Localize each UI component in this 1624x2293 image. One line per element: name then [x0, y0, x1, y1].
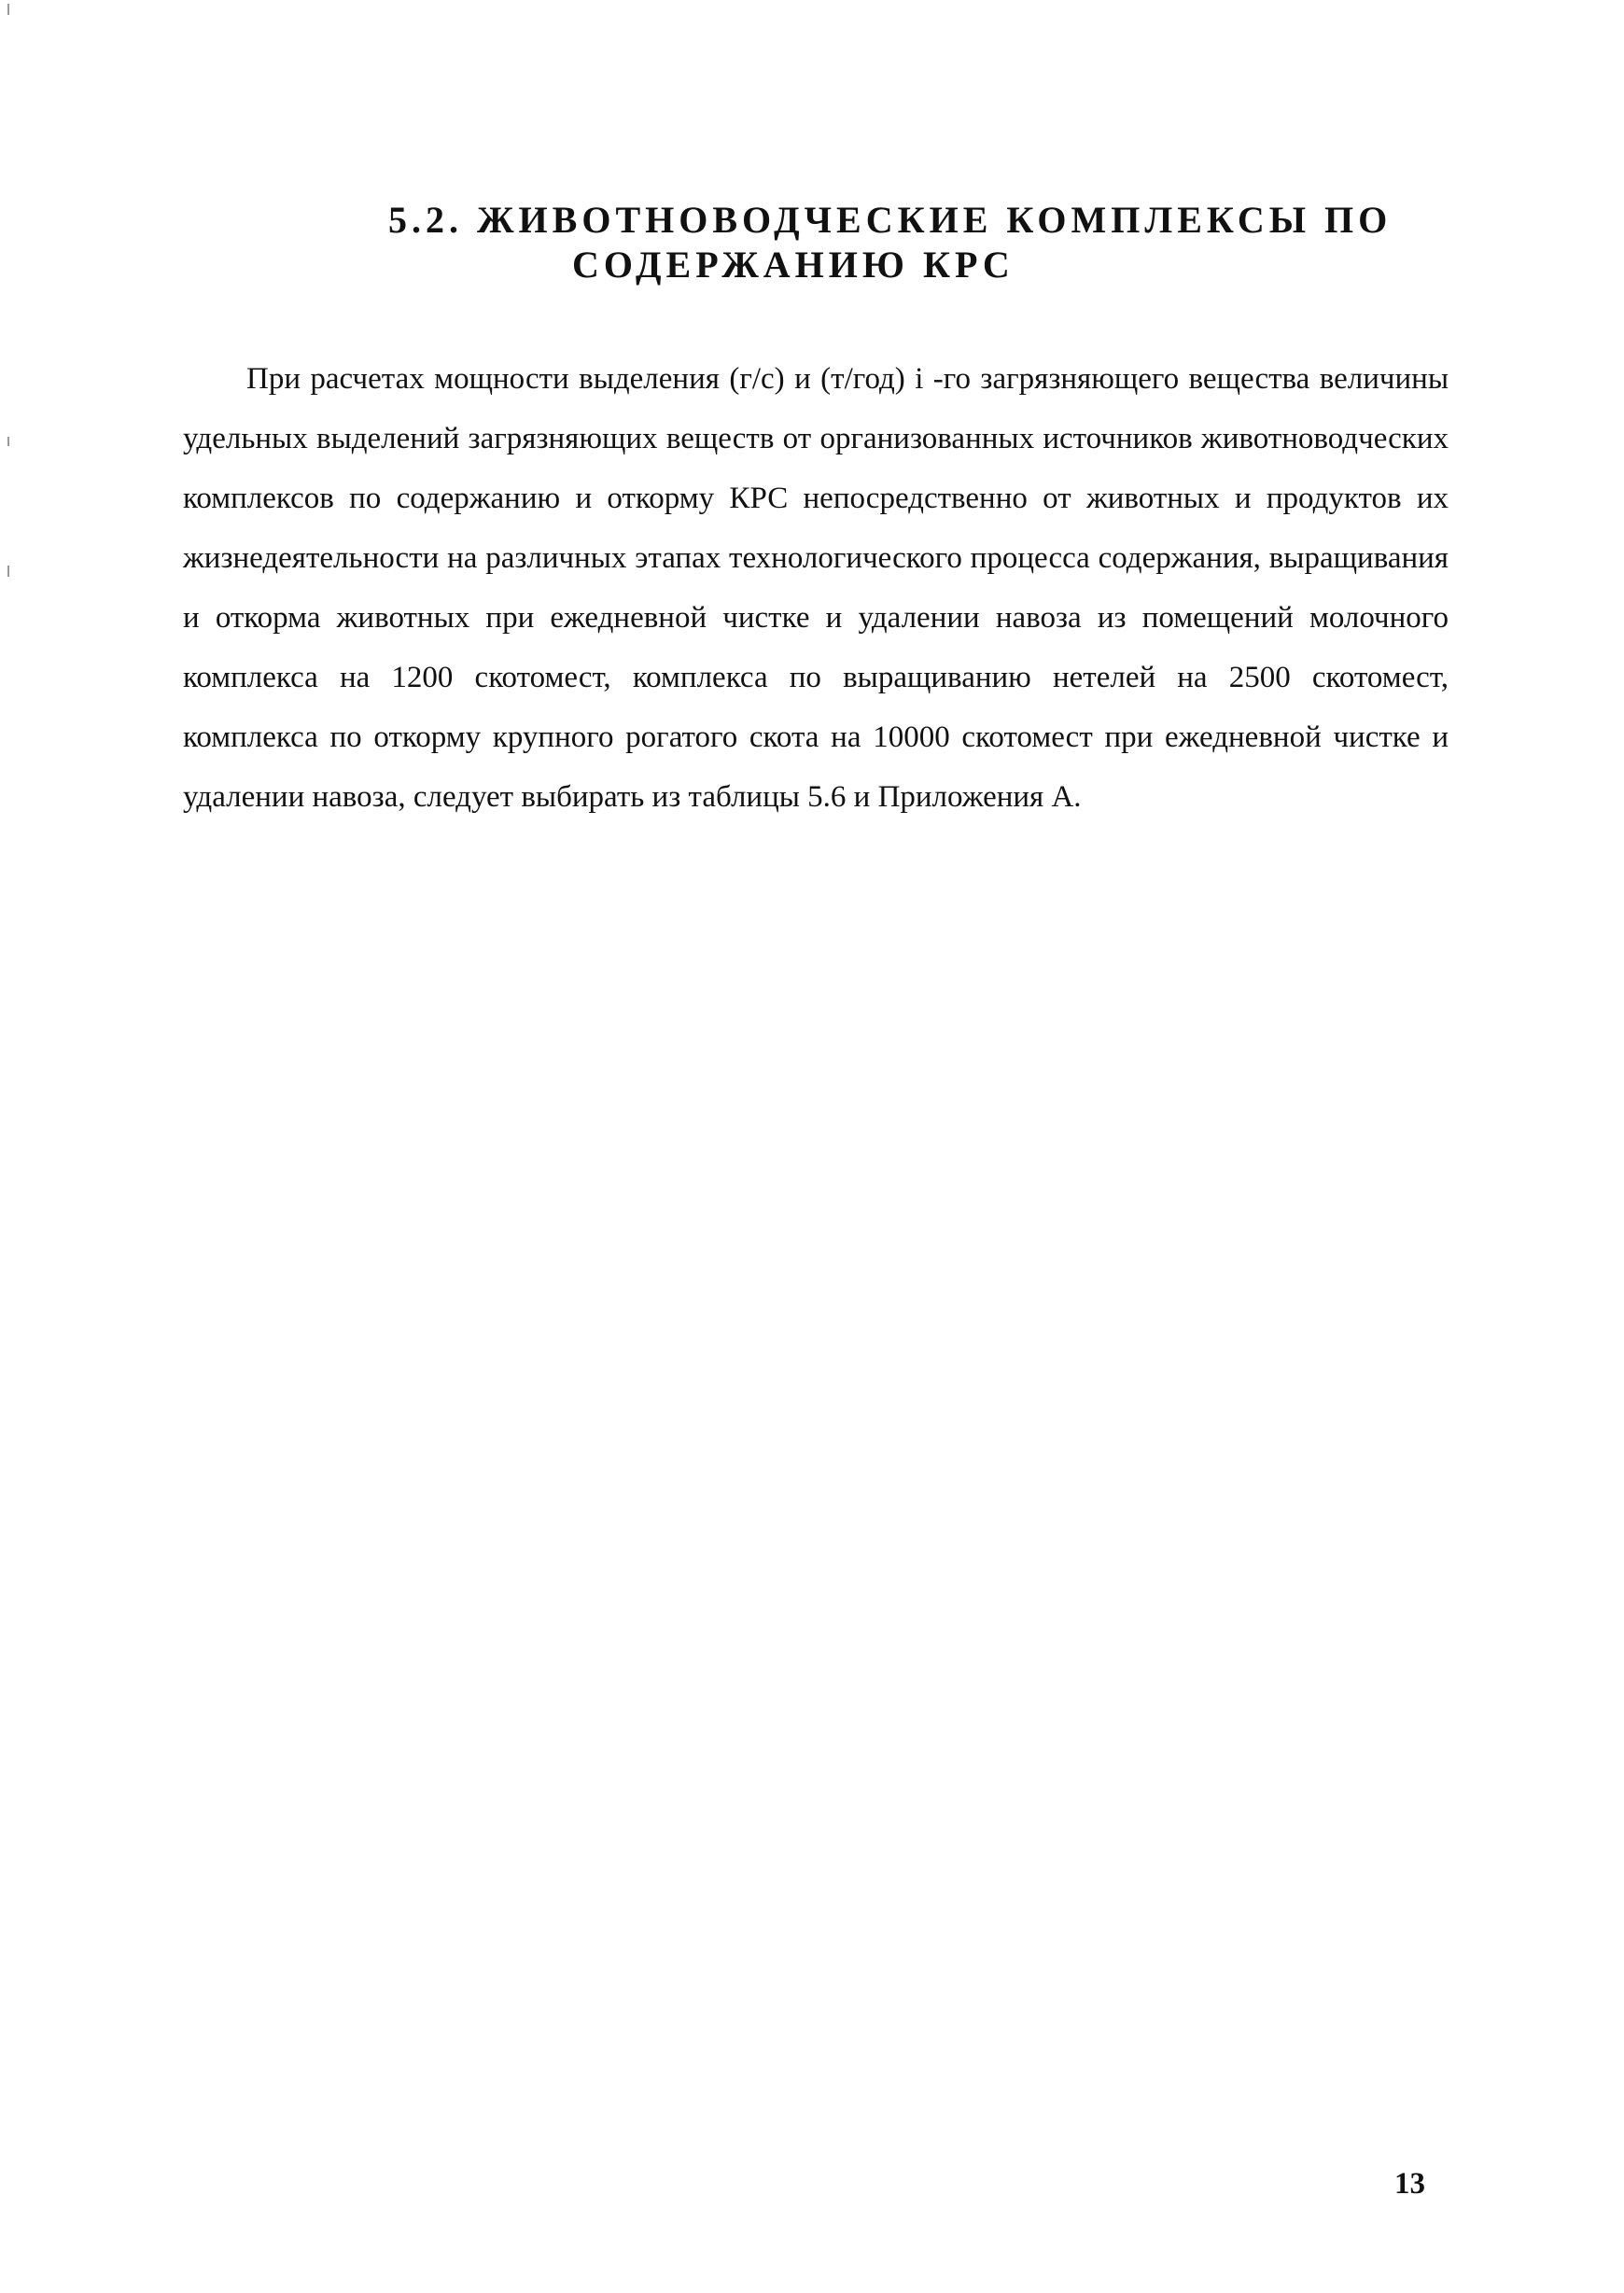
page-number: 13: [1394, 2167, 1425, 2201]
section-heading: [355, 198, 1437, 287]
section-heading-line1: 5.2. ЖИВОТНОВОДЧЕСКИЕ КОМПЛЕКСЫ ПО: [388, 199, 1393, 241]
section-heading-line2: СОДЕРЖАНИЮ КРС: [572, 244, 1015, 286]
scan-artifact-mark: [7, 437, 9, 446]
body-paragraph: При расчетах мощности выделения (г/с) и (т/год) i -го загрязняющего вещества величины удельных выделений загрязняющих веществ от организованных источников животноводческих комплексов по содержанию и откорму КРС непосредственно от животных и продуктов их жизнедеятельности на различных этапах технологического процесса содержания, выращивания и откорма животных при ежедневной чистке и удалении навоза из помещений молочного комплекса на 1200 скотомест, комплекса по выращиванию нетелей на 2500 скотомест, комплекса по откорму крупного рогатого скота на 10000 скотомест при ежедневной чистке и удалении навоза, следует выбирать из таблицы 5.6 и Приложения А.: [183, 362, 1449, 814]
scan-artifact-mark: [7, 566, 9, 577]
scan-artifact-mark: [7, 4, 9, 15]
